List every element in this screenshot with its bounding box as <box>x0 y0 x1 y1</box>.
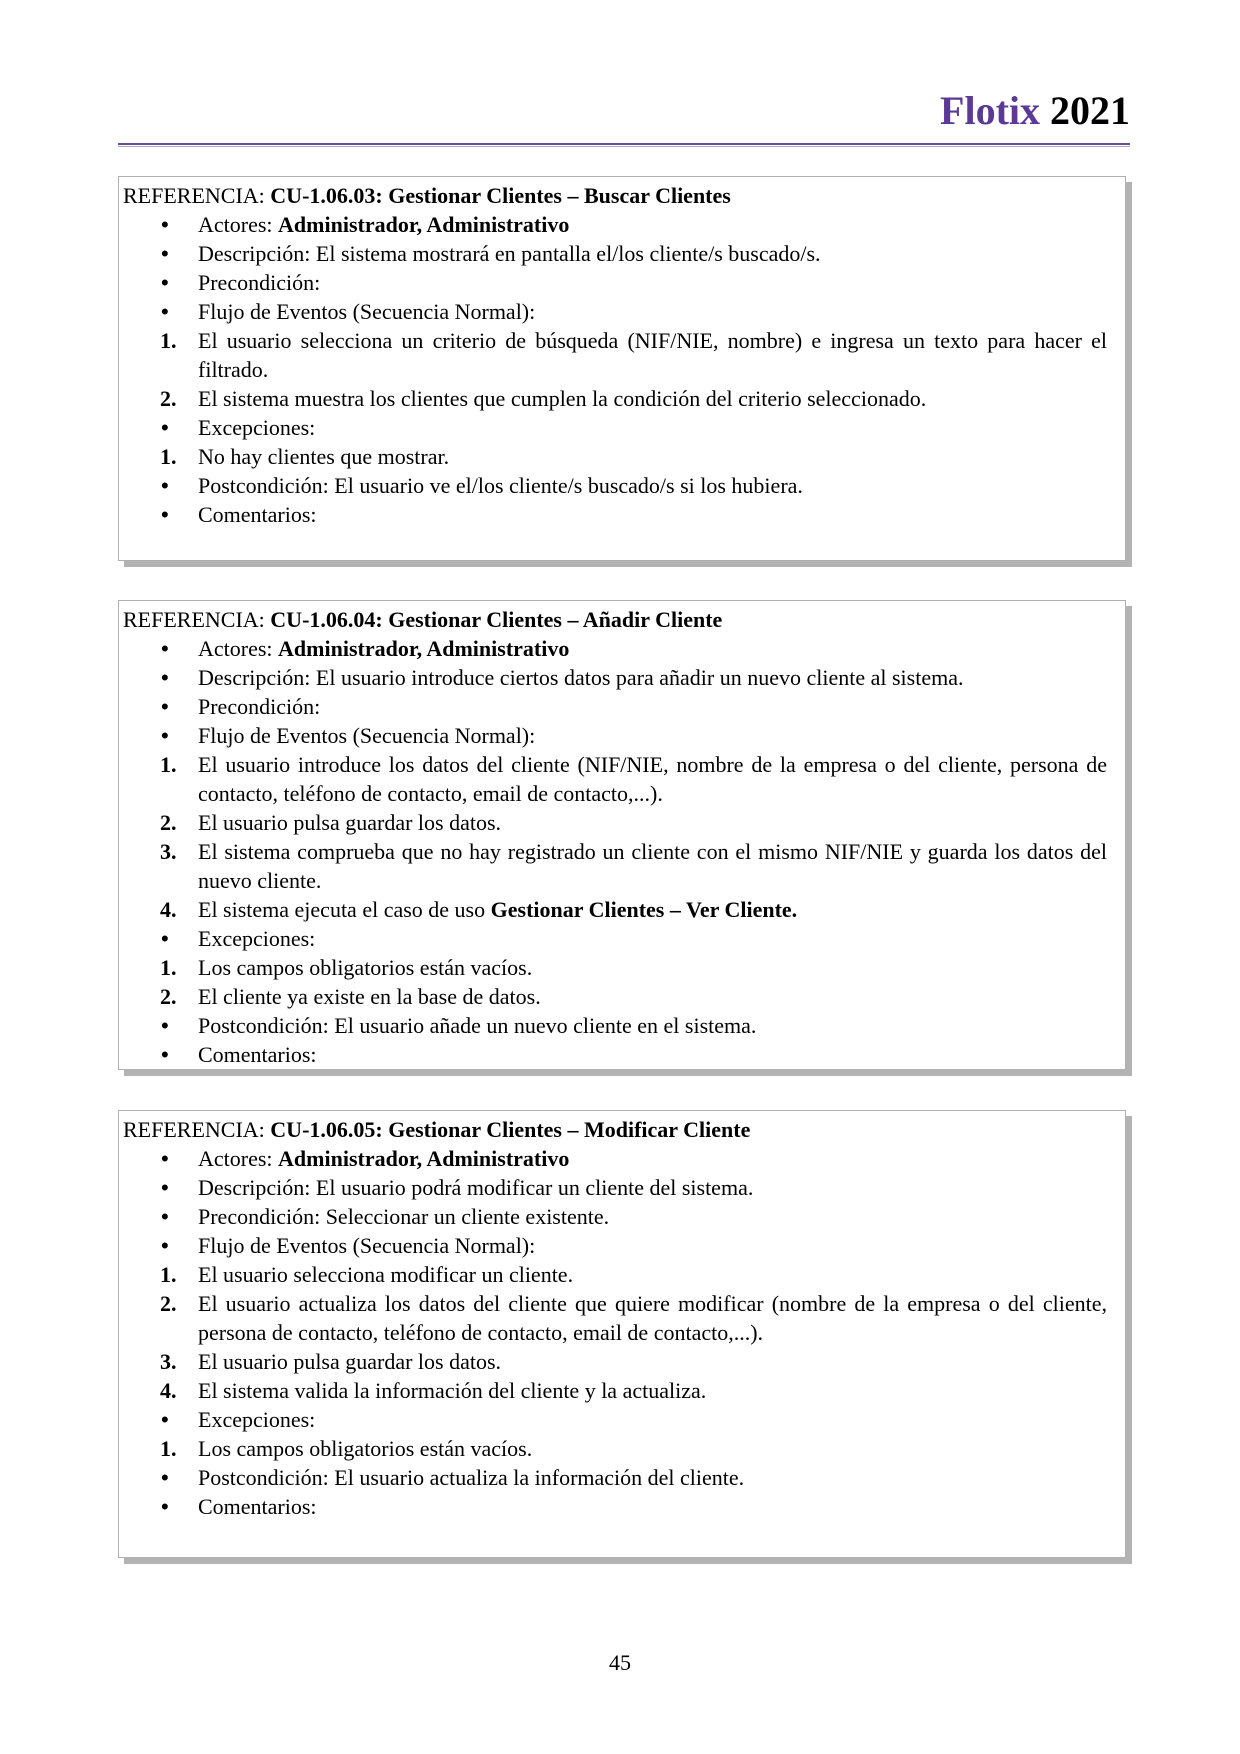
actors-value: Administrador, Administrativo <box>278 636 570 661</box>
brand-name: Flotix <box>940 88 1040 133</box>
actors-value: Administrador, Administrativo <box>278 1146 570 1171</box>
precondition-item: • Precondición: <box>123 268 1125 297</box>
step-number: 2. <box>160 810 177 835</box>
actors-label: Actores: <box>198 1146 279 1171</box>
reference-label: REFERENCIA: <box>123 1117 271 1142</box>
step-number: 4. <box>160 1378 177 1403</box>
flow-step <box>123 895 1125 924</box>
comments-item: • Comentarios: <box>123 500 1125 529</box>
postcondition-item: • Postcondición: El usuario añade un nuevo cliente en el sistema. <box>123 1011 1125 1040</box>
reference-line <box>123 181 1125 210</box>
flow-step <box>123 326 1125 384</box>
exception-step <box>123 982 1125 1011</box>
reference-title: CU-1.06.05: Gestionar Clientes – Modificar Cliente <box>270 1117 751 1142</box>
step-number: 1. <box>160 444 177 469</box>
actors-item <box>123 1144 1125 1173</box>
actors-item <box>123 634 1125 663</box>
actors-item <box>123 210 1125 239</box>
description-item: • Descripción: El usuario podrá modificar un cliente del sistema. <box>123 1173 1125 1202</box>
step-number: 1. <box>160 328 177 353</box>
flow-steps <box>123 1260 1125 1405</box>
description-item: • Descripción: El usuario introduce ciertos datos para añadir un nuevo cliente al sistema. <box>123 663 1125 692</box>
reference-line <box>123 605 1125 634</box>
flow-step <box>123 1260 1125 1289</box>
reference-line <box>123 1115 1125 1144</box>
postcondition-item: • Postcondición: El usuario ve el/los cliente/s buscado/s si los hubiera. <box>123 471 1125 500</box>
use-case-box-2 <box>118 600 1126 1070</box>
precondition-item: • Precondición: Seleccionar un cliente existente. <box>123 1202 1125 1231</box>
use-case-link-text: Gestionar Clientes – Ver Cliente. <box>490 897 798 922</box>
header-rule <box>118 143 1130 145</box>
step-text: El sistema comprueba que no hay registrado un cliente con el mismo NIF/NIE y guarda los datos del nuevo cliente. <box>198 839 1107 893</box>
flow-label-item: • Flujo de Eventos (Secuencia Normal): <box>123 297 1125 326</box>
exception-steps <box>123 953 1125 1011</box>
flow-step <box>123 1289 1125 1347</box>
flow-step <box>123 837 1125 895</box>
flow-step <box>123 808 1125 837</box>
step-number: 1. <box>160 1436 177 1461</box>
flow-step <box>123 1347 1125 1376</box>
description-item: • Descripción: El sistema mostrará en pantalla el/los cliente/s buscado/s. <box>123 239 1125 268</box>
header-year: 2021 <box>1050 88 1130 133</box>
flow-step <box>123 1376 1125 1405</box>
step-text: El sistema valida la información del cliente y la actualiza. <box>198 1378 707 1403</box>
actors-value: Administrador, Administrativo <box>278 212 570 237</box>
step-number: 2. <box>160 1291 177 1316</box>
page-header <box>118 88 1130 134</box>
flow-steps <box>123 326 1125 413</box>
use-case-box-3 <box>118 1110 1126 1558</box>
step-text: Los campos obligatorios están vacíos. <box>198 955 533 980</box>
actors-label: Actores: <box>198 212 279 237</box>
exception-step <box>123 953 1125 982</box>
actors-label: Actores: <box>198 636 279 661</box>
step-text: El usuario introduce los datos del cliente (NIF/NIE, nombre de la empresa o del cliente, persona de contacto, teléfono de contacto, email de contacto,...). <box>198 752 1107 806</box>
exception-step <box>123 442 1125 471</box>
postcondition-item: • Postcondición: El usuario actualiza la información del cliente. <box>123 1463 1125 1492</box>
exceptions-label-item: • Excepciones: <box>123 924 1125 953</box>
exception-step <box>123 1434 1125 1463</box>
flow-label-item: • Flujo de Eventos (Secuencia Normal): <box>123 1231 1125 1260</box>
flow-step <box>123 384 1125 413</box>
step-number: 1. <box>160 955 177 980</box>
flow-label-item: • Flujo de Eventos (Secuencia Normal): <box>123 721 1125 750</box>
step-number: 3. <box>160 1349 177 1374</box>
use-case-box-1 <box>118 176 1126 561</box>
header-rule-secondary <box>118 146 1130 147</box>
step-text: No hay clientes que mostrar. <box>198 444 450 469</box>
exception-steps <box>123 1434 1125 1463</box>
step-text: El sistema ejecuta el caso de uso <box>198 897 491 922</box>
exception-steps <box>123 442 1125 471</box>
step-number: 1. <box>160 1262 177 1287</box>
reference-label: REFERENCIA: <box>123 607 271 632</box>
comments-item: • Comentarios: <box>123 1040 1125 1069</box>
step-text: El sistema muestra los clientes que cumplen la condición del criterio seleccionado. <box>198 386 927 411</box>
step-text: El usuario pulsa guardar los datos. <box>198 1349 502 1374</box>
step-text: El usuario pulsa guardar los datos. <box>198 810 502 835</box>
comments-item: • Comentarios: <box>123 1492 1125 1521</box>
reference-label: REFERENCIA: <box>123 183 271 208</box>
exceptions-label-item: • Excepciones: <box>123 1405 1125 1434</box>
page-number: 45 <box>609 1650 631 1675</box>
step-text: El usuario selecciona un criterio de búsqueda (NIF/NIE, nombre) e ingresa un texto para hacer el filtrado. <box>198 328 1107 382</box>
reference-title: CU-1.06.03: Gestionar Clientes – Buscar Clientes <box>270 183 731 208</box>
step-number: 2. <box>160 386 177 411</box>
step-text: Los campos obligatorios están vacíos. <box>198 1436 533 1461</box>
step-text: El usuario actualiza los datos del cliente que quiere modificar (nombre de la empresa o del cliente, persona de contacto, teléfono de contacto, email de contacto,...). <box>198 1291 1107 1345</box>
reference-title: CU-1.06.04: Gestionar Clientes – Añadir Cliente <box>270 607 723 632</box>
step-number: 2. <box>160 984 177 1009</box>
step-number: 1. <box>160 752 177 777</box>
flow-step <box>123 750 1125 808</box>
exceptions-label-item: • Excepciones: <box>123 413 1125 442</box>
step-number: 4. <box>160 897 177 922</box>
flow-steps <box>123 750 1125 924</box>
precondition-item: • Precondición: <box>123 692 1125 721</box>
step-text: El cliente ya existe en la base de datos. <box>198 984 541 1009</box>
step-number: 3. <box>160 839 177 864</box>
step-text: El usuario selecciona modificar un cliente. <box>198 1262 574 1287</box>
